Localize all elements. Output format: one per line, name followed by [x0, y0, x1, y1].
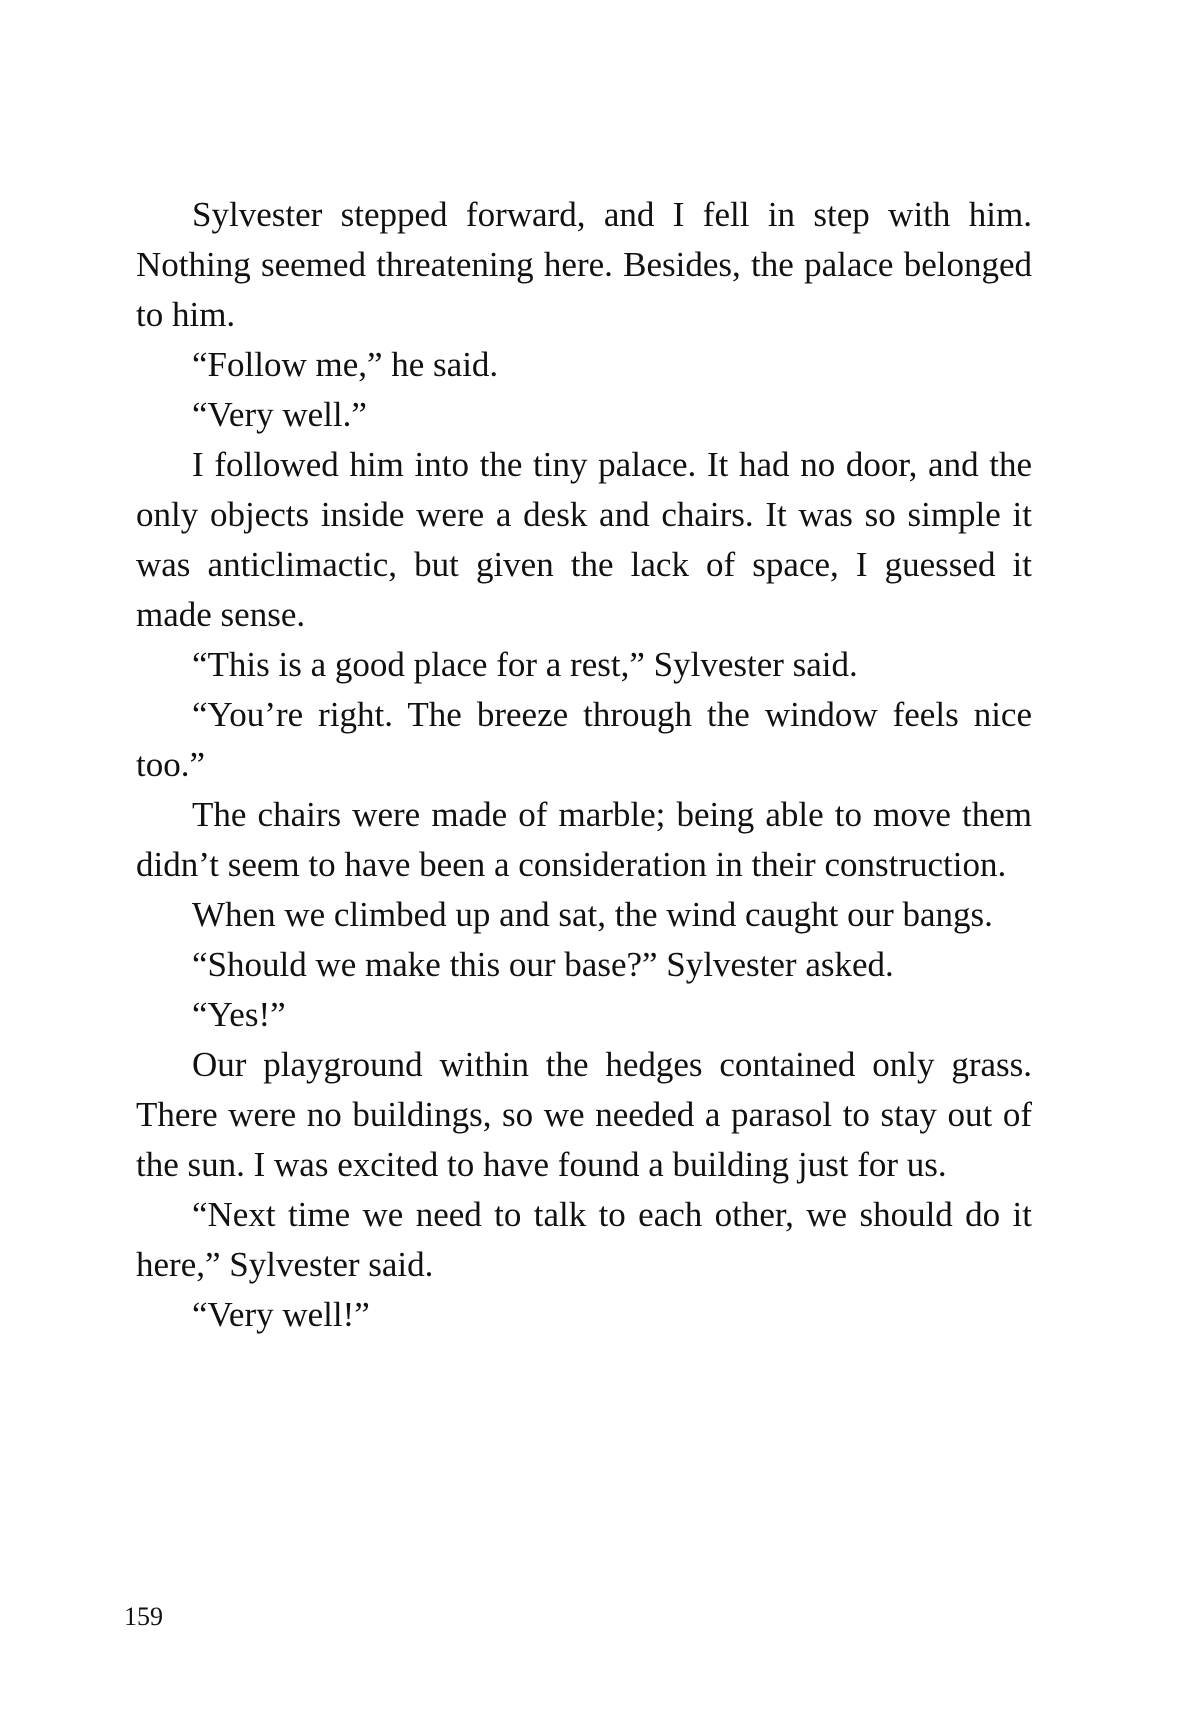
page-number: 159 — [124, 1602, 163, 1631]
paragraph: “Very well!” — [192, 1295, 370, 1334]
paragraph: “Very well.” — [192, 395, 367, 434]
paragraph: “You’re right. The breeze through the window feels nice too.” — [136, 695, 1032, 784]
paragraph: “This is a good place for a rest,” Sylvester said. — [192, 645, 858, 684]
body-text — [136, 190, 1032, 1340]
paragraph: The chairs were made of marble; being able to move them didn’t seem to have been a consideration in their construction. — [136, 795, 1032, 884]
paragraph: “Next time we need to talk to each other, we should do it here,” Sylvester said. — [136, 1195, 1032, 1284]
paragraph: Our playground within the hedges contained only grass. There were no buildings, so we needed a parasol to stay out of the sun. I was excited to have found a building just for us. — [136, 1045, 1032, 1184]
paragraph: Sylvester stepped forward, and I fell in step with him. Nothing seemed threatening here. Besides, the palace belonged to him. — [136, 195, 1032, 334]
paragraph: I followed him into the tiny palace. It had no door, and the only objects inside were a desk and chairs. It was so simple it was anticlimactic, but given the lack of space, I guessed it made sense. — [136, 445, 1032, 634]
paragraph: “Should we make this our base?” Sylvester asked. — [192, 945, 894, 984]
paragraph: “Yes!” — [192, 995, 286, 1034]
paragraph: “Follow me,” he said. — [192, 345, 499, 384]
paragraph: When we climbed up and sat, the wind caught our bangs. — [192, 895, 993, 934]
